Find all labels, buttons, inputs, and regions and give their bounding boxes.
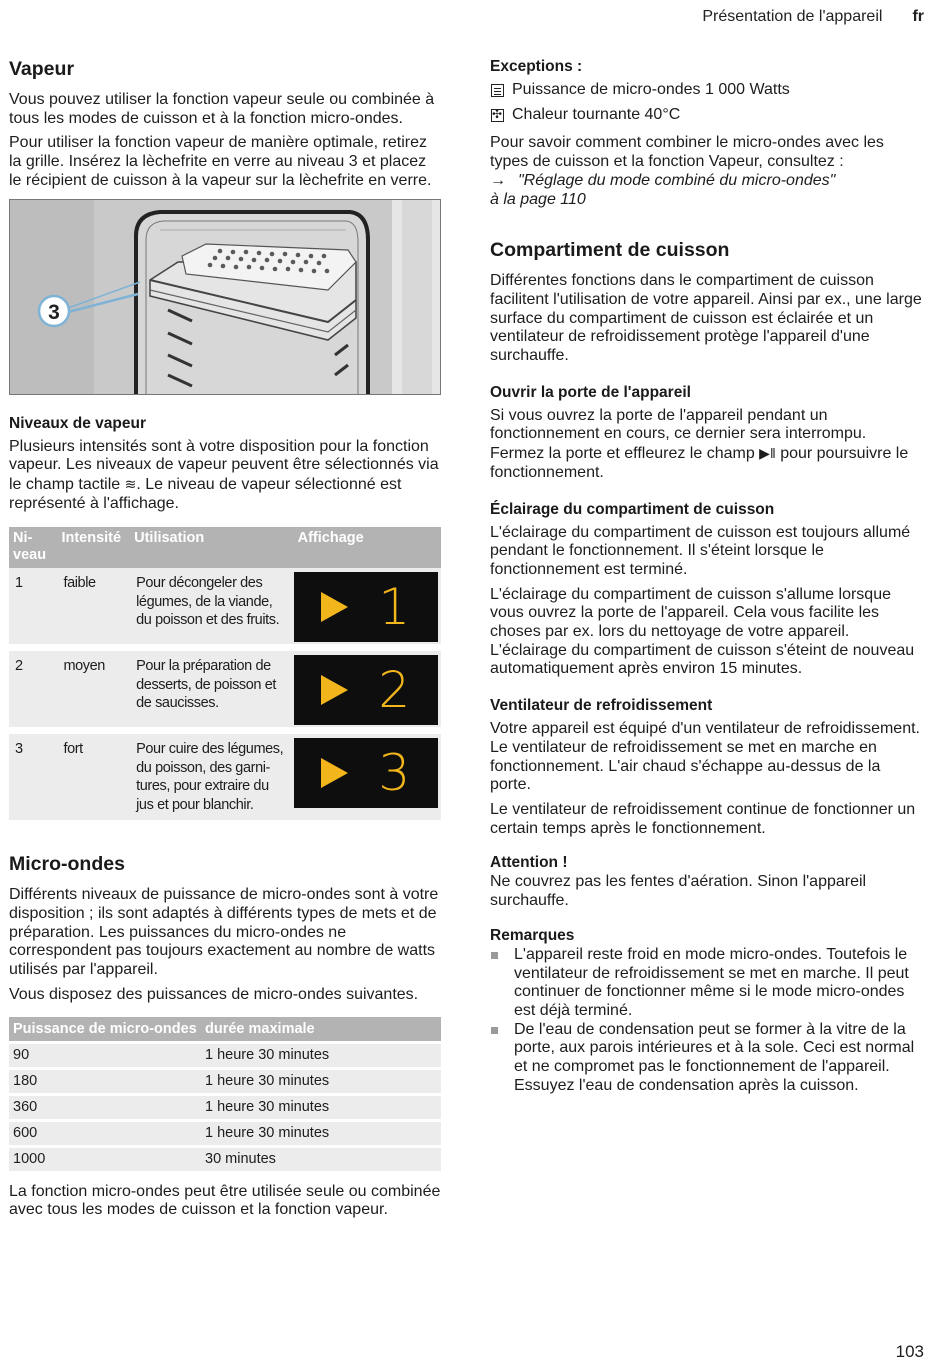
play-pause-icon: ▶ǁ (759, 445, 776, 462)
cross-reference-text: "Réglage du mode combiné du micro-ondes" (518, 171, 836, 189)
list-item: De l'eau de condensation peut se former à la vitre de la porte, aux parois intérieures et à la sole. Ceci est normal et ne compromet pas le fonctionnement de l'appareil. Essuyez l'eau de condensation après la cuisson. (490, 1021, 922, 1096)
cell-duration: 1 heure 30 minutes (201, 1042, 441, 1068)
cell-use: Pour la préparation de desserts, de poisson et de saucisses. (130, 648, 294, 731)
steam-levels-text-a: Plusieurs intensités sont à votre disposition pour la fonction vapeur. Les niveaux de vapeur peuvent être sélectionnés via le champ tactile (9, 437, 439, 493)
arrow-right-icon: → (490, 171, 506, 189)
table-row (9, 648, 441, 731)
display-panel (294, 738, 438, 808)
steam-levels-p (9, 438, 441, 514)
cell-display (294, 731, 441, 824)
exception-item (490, 106, 922, 125)
table-row (9, 1042, 441, 1068)
steam-p2: Pour utiliser la fonction vapeur de manière optimale, retirez la grille. Insérez la lèchefrite en verre au niveau 3 et placez le récipient de cuisson à la vapeur sur la lèchefrite en verre. (9, 134, 432, 189)
display-panel (294, 655, 438, 725)
header-lang: fr (912, 8, 924, 25)
col-header-intensity: Intensité (57, 527, 130, 568)
play-icon (321, 592, 348, 622)
fan-title: Ventilateur de refroidissement (490, 697, 713, 715)
steam-levels-table (9, 527, 441, 827)
door-p (490, 407, 922, 483)
attention-title: Attention ! (490, 854, 568, 872)
cell-display (294, 648, 441, 731)
compartment-p: Différentes fonctions dans le compartiment de cuisson facilitent l'utilisation de votre appareil. Ainsi par ex., une large surface du compartiment de cuisson est éclairée et un ventilateur de refroidissement protège l'appareil d'une surchauffe. (490, 272, 922, 365)
cell-level: 2 (9, 648, 57, 731)
list-item: L'appareil reste froid en mode micro-ondes. Toutefois le ventilateur de refroidissement se met en marche. Il peut continuer de fonctionner même si le mode micro-ondes est déjà terminé. (490, 946, 922, 1021)
cell-duration: 1 heure 30 minutes (201, 1120, 441, 1146)
cell-power: 1000 (9, 1146, 201, 1171)
display-digit: 3 (378, 744, 410, 803)
lighting-title: Éclairage du compartiment de cuisson (490, 500, 775, 518)
cell-display (294, 568, 441, 648)
door-text-b: pour poursuivre le fonctionnement. (490, 445, 909, 481)
oven-illustration (10, 200, 440, 394)
microwave-p3: La fonction micro-ondes peut être utilisée seule ou combinée avec tous les modes de cuisson et la fonction vapeur. (9, 1182, 441, 1219)
play-icon (321, 675, 348, 705)
oven-figure (9, 199, 441, 395)
cell-level: 1 (9, 568, 57, 648)
exceptions-p: Pour savoir comment combiner le micro-ondes avec les types de cuisson et la fonction Vapeur, consultez : (490, 134, 884, 171)
attention-p: Ne couvrez pas les fentes d'aération. Sinon l'appareil surchauffe. (490, 873, 867, 910)
microwave-mode-icon (491, 84, 504, 97)
exception-item (490, 81, 922, 100)
display-panel (294, 572, 438, 642)
steam-icon: ≋ (124, 475, 137, 492)
microwave-title: Micro-ondes (9, 853, 125, 876)
cell-power: 180 (9, 1068, 201, 1094)
page-header (702, 8, 924, 26)
microwave-p2: Vous disposez des puissances de micro-ondes suivantes. (9, 985, 419, 1003)
remarks-list (490, 946, 922, 1096)
remarks-title: Remarques (490, 926, 575, 944)
cell-level: 3 (9, 731, 57, 824)
left-column (9, 58, 441, 1226)
exception-text: Puissance de micro-ondes 1 000 Watts (512, 81, 790, 98)
cell-duration: 1 heure 30 minutes (201, 1094, 441, 1120)
cell-power: 90 (9, 1042, 201, 1068)
table-header-row (9, 1017, 441, 1043)
page-number: 103 (895, 1342, 924, 1361)
col-header-use: Utilisation (130, 527, 294, 568)
figure-callout: 3 (48, 300, 60, 324)
right-column (490, 58, 922, 1095)
display-digit: 1 (378, 578, 410, 637)
microwave-power-table (9, 1017, 441, 1171)
table-row (9, 1120, 441, 1146)
display-digit: 2 (378, 661, 410, 720)
exceptions-title: Exceptions : (490, 58, 583, 75)
col-header-level: Ni- veau (9, 527, 57, 568)
cell-duration: 1 heure 30 minutes (201, 1068, 441, 1094)
header-section: Présentation de l'appareil (702, 8, 883, 25)
steam-p1: Vous pouvez utiliser la fonction vapeur seule ou combinée à tous les modes de cuisson et à la fonction micro-ondes. (9, 91, 435, 127)
table-row (9, 568, 441, 648)
cell-intensity: fort (57, 731, 130, 824)
lighting-p2: L'éclairage du compartiment de cuisson s'allume lorsque vous ouvrez la porte de l'appareil. Cela vous facilite les choses par ex. lors du nettoyage de votre appareil. L'éclairage du compartiment de cuisson s'éteint de nouveau automatiquement après environ 15 minutes. (490, 585, 915, 678)
door-title: Ouvrir la porte de l'appareil (490, 383, 691, 401)
table-row (9, 731, 441, 824)
table-header-row (9, 527, 441, 568)
steam-title: Vapeur (9, 58, 75, 80)
door-text-a: Si vous ouvrez la porte de l'appareil pendant un fonctionnement en cours, ce dernier sera interrompu. Fermez la porte et effleurez le champ (490, 406, 867, 463)
cell-use: Pour décongeler des légumes, de la viande, du poisson et des fruits. (130, 568, 294, 648)
cell-power: 600 (9, 1120, 201, 1146)
table-row (9, 1068, 441, 1094)
fan-heat-icon (491, 109, 504, 122)
cell-duration: 30 minutes (201, 1146, 441, 1171)
table-row (9, 1094, 441, 1120)
cell-intensity: moyen (57, 648, 130, 731)
fan-p1: Votre appareil est équipé d'un ventilateur de refroidissement. Le ventilateur de refroidissement se met en marche en fonctionnement. L'air chaud s'échappe au-dessus de la porte. (490, 720, 920, 794)
cell-use: Pour cuire des légumes, du poisson, des garni-tures, pour extraire du jus et pour blanchir. (130, 731, 294, 824)
microwave-p1: Différents niveaux de puissance de micro-ondes sont à votre disposition ; ils sont adaptés à différents types de mets et de préparation. Les puissances du micro-ondes ne correspondent pas toujours exactement au nombre de watts utilisés par l'appareil. (9, 886, 439, 979)
lighting-p1: L'éclairage du compartiment de cuisson est toujours allumé pendant le fonctionnement. Il s'éteint lorsque le fonctionnement est terminé. (490, 523, 911, 578)
steam-levels-text-b: . Le niveau de vapeur sélectionné est représenté à l'affichage. (9, 475, 402, 512)
cross-reference-link[interactable] (490, 172, 922, 191)
play-icon (321, 758, 348, 788)
col-header-power: Puissance de micro-ondes (9, 1017, 201, 1043)
col-header-display: Affichage (294, 527, 441, 568)
cell-power: 360 (9, 1094, 201, 1120)
col-header-duration: durée maximale (201, 1017, 441, 1043)
cell-intensity: faible (57, 568, 130, 648)
steam-levels-title: Niveaux de vapeur (9, 414, 146, 432)
cross-reference-page: à la page 110 (490, 190, 586, 208)
fan-p2: Le ventilateur de refroidissement continue de fonctionner un certain temps après le fonctionnement. (490, 800, 916, 837)
table-row (9, 1146, 441, 1171)
exception-text: Chaleur tournante 40°C (512, 105, 681, 123)
compartment-title: Compartiment de cuisson (490, 239, 730, 262)
